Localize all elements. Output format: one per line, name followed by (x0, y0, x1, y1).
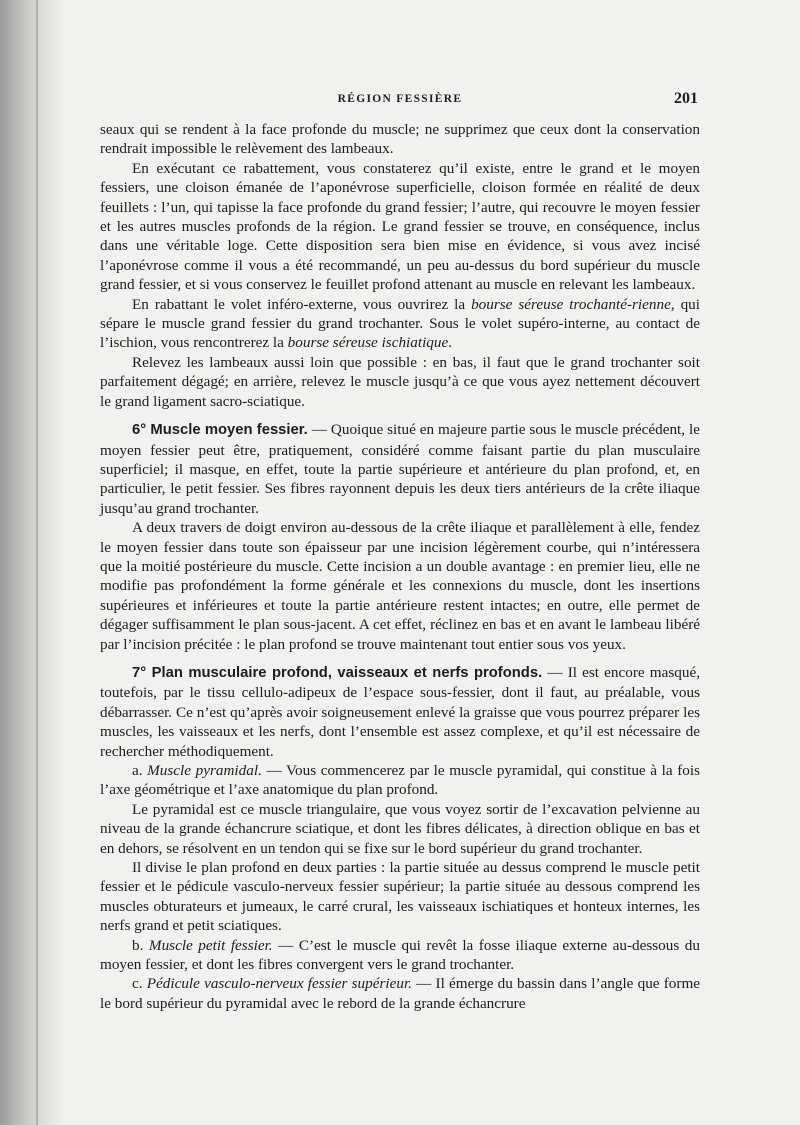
paragraph-10: Il divise le plan profond en deux parties : la partie située au dessus comprend le muscle petit fessier et le pédicule vasculo-nerveux fessier supérieur; la partie située au dessous comprend les muscles obturateurs et jumeaux, le carré crural, les vaisseaux ischiatiques et honteux internes, les nerfs grand et petit sciatiques. (100, 859, 700, 935)
term-bourse-trochanterienne: bourse séreuse trochanté-rienne (471, 295, 671, 313)
subsection-b (100, 936, 700, 975)
paragraph-3 (100, 295, 700, 353)
paragraph-9: Le pyramidal est ce muscle triangulaire, que vous voyez sortir de l’excavation pelvienne au niveau de la grande échancrure sciatique, et dont les fibres délicates, à direction oblique en bas et en dehors, se résolvent en un tendon qui se fixe sur le bord supérieur du grand trochanter. (100, 800, 700, 857)
page-number: 201 (674, 90, 698, 107)
paragraph-6: A deux travers de doigt environ au-dessous de la crête iliaque et parallèlement à elle, fendez le moyen fessier dans toute son épaisseur par une incision légèrement courbe, qui n’intéressera que la moitié postérieure du muscle. Cette incision a un double avantage : en premier lieu, elle ne modifie pas profondément la forme générale et les connexions du muscle, dont les insertions supérieures et inférieures et toute la partie antérieure restent intactes; en outre, elle permet de dégager suffisamment le plan sous-jacent. A cet effet, réclinez en bas et en avant le lambeau libéré par l’incision précitée : le plan profond se trouve maintenant tout entier sous vos yeux. (100, 519, 700, 653)
section-7-heading: 7° Plan musculaire profond, vaisseaux et nerfs profonds. (132, 664, 543, 681)
paragraph-4: Relevez les lambeaux aussi loin que possible : en bas, il faut que le grand trochanter soit parfaitement dégagé; en arrière, relevez le muscle jusqu’à ce que vous ayez nettement découvert le grand ligament sacro-sciatique. (100, 353, 700, 410)
paragraph-3-text-a: En rabattant le volet inféro-externe, vous ouvrirez la (132, 295, 472, 313)
subsection-c (100, 974, 700, 1013)
term-bourse-ischiatique: bourse séreuse ischiatique (287, 334, 449, 352)
page-header (96, 90, 704, 112)
section-6 (100, 420, 700, 518)
binding-edge-line (36, 0, 38, 1125)
subsection-c-letter: c. (132, 975, 147, 993)
paragraph-3-text-c: . (448, 334, 453, 352)
paragraph-2: En exécutant ce rabattement, vous constaterez qu’il existe, entre le grand et le moyen fessiers, une cloison émanée de l’aponévrose superficielle, cloison formée en réalité de deux feuillets : l’un, qui tapisse la face profonde du grand fessier; l’autre, qui recouvre le moyen fessier et les autres muscles profonds de la région. Le grand fessier se trouve, en conséquence, inclus dans une véritable loge. Cette disposition sera bien mise en évidence, si vous avez incisé l’aponévrose comme il vous a été recommandé, un peu au-dessus du bord supérieur du muscle grand fessier, et si vous conservez le feuillet profond attenant au muscle en relevant les lambeaux. (100, 159, 700, 294)
book-binding-shadow (0, 0, 62, 1125)
section-6-heading: 6° Muscle moyen fessier. (132, 422, 308, 439)
subsection-b-text: — C’est le muscle qui revêt la fosse iliaque externe au-dessous du moyen fessier, et dont les fibres convergent vers le grand trochanter. (100, 936, 700, 974)
subsection-b-title: Muscle petit fessier. (148, 936, 273, 954)
book-page (96, 0, 704, 1125)
section-7 (100, 663, 700, 761)
section-6-text: — Quoique situé en majeure partie sous le muscle précédent, le moyen fessier peut être, pratiquement, considéré comme faisant partie du plan musculaire superficiel; il masque, en effet, toute la partie supérieure et antérieure du plan profond, et, en particulier, le petit fessier. Ses fibres rayonnent depuis les deux tiers antérieurs de la crête iliaque jusqu’au grand trochanter. (100, 421, 700, 517)
subsection-a-title: Muscle pyramidal. (147, 762, 262, 779)
paragraph-3-text-b: , qui sépare le muscle grand fessier du grand trochanter. Sous le volet supéro-interne, au contact de l’ischion, vous rencontrerez la (100, 295, 700, 352)
subsection-a-text: — Vous commencerez par le muscle pyramidal, qui constitue à la fois l’axe géométrique et l’axe anatomique du plan profond. (100, 762, 700, 799)
body-text (100, 120, 700, 1013)
subsection-c-title: Pédicule vasculo-nerveux fessier supérieur. (146, 975, 412, 993)
section-7-text: — Il est encore masqué, toutefois, par le tissu cellulo-adipeux de l’espace sous-fessier, dont il faut, au préalable, vous débarrasser. Ce n’est qu’après avoir soigneusement enlevé la graisse que vous pourrez préparer les muscles, les vaisseaux et les nerfs, dont l’ensemble est assez complexe, et qu’il est nécessaire de rechercher méthodiquement. (100, 663, 701, 760)
subsection-b-letter: b. (132, 936, 149, 954)
subsection-a-letter: a. (132, 762, 148, 779)
paragraph-1: seaux qui se rendent à la face profonde du muscle; ne supprimez que ceux dont la conservation rendrait impossible le relèvement des lambeaux. (100, 121, 700, 158)
subsection-c-text: — Il émerge du bassin dans l’angle que forme le bord supérieur du pyramidal avec le rebord de la grande échancrure (100, 975, 700, 1012)
subsection-a (100, 761, 700, 800)
running-title: RÉGION FESSIÈRE (337, 93, 463, 105)
